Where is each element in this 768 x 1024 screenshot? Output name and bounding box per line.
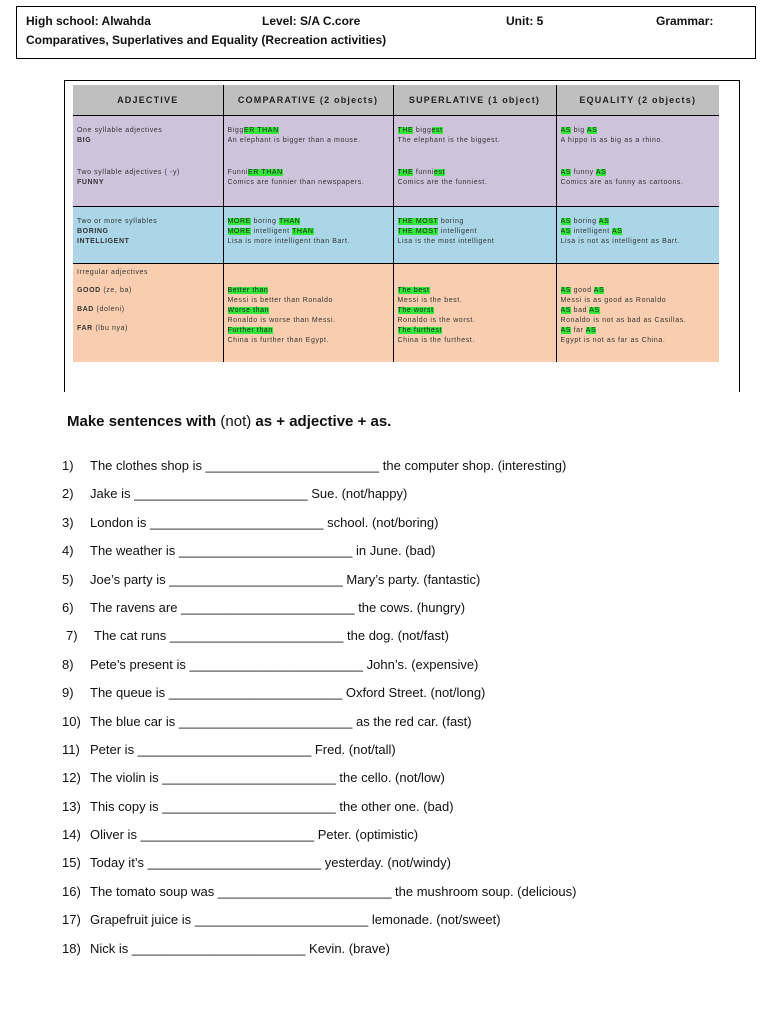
sentence-start: The violin is xyxy=(90,770,163,786)
sentence-end: the cello. (not/low) xyxy=(335,770,445,786)
eq-adj: far xyxy=(571,327,586,334)
cell-adjective xyxy=(73,150,223,207)
answer-blank[interactable]: ________________________ xyxy=(131,940,306,956)
comp-more: MORE xyxy=(227,218,251,225)
eq-adj: funny xyxy=(571,169,596,176)
exercise-item xyxy=(62,826,752,854)
cell-superlative xyxy=(393,116,556,151)
exercise-item xyxy=(62,485,752,513)
cell-equality xyxy=(556,116,719,151)
exercise-item xyxy=(62,457,752,485)
cell-adjective xyxy=(73,264,223,363)
worksheet-subtitle: Comparatives, Superlatives and Equality (Recreation activities) xyxy=(26,33,387,47)
exercise-number: 6) xyxy=(62,599,74,615)
exercise-item xyxy=(62,741,752,769)
eq-as-1: AS xyxy=(560,169,572,176)
adjective-type: One syllable adjectives xyxy=(77,127,163,134)
comp-example: Comics are funnier than newspapers. xyxy=(227,179,365,186)
sentence-end: Fred. (not/tall) xyxy=(311,741,396,757)
sup-article: THE xyxy=(397,127,414,134)
adjective-word: INTELLIGENT xyxy=(77,238,130,245)
adjective-type: Irregular adjectives xyxy=(77,269,149,276)
comp-adj: intelligent xyxy=(250,228,293,235)
comp-example: Ronaldo is worse than Messi. xyxy=(227,317,336,324)
comp-example: Messi is better than Ronaldo xyxy=(227,297,334,304)
cell-equality xyxy=(556,150,719,207)
header-adjective: ADJECTIVE xyxy=(73,85,223,116)
exercise-title-end: as + adjective + as. xyxy=(251,413,392,430)
exercise-number: 17) xyxy=(62,912,81,928)
eq-adj: good xyxy=(571,287,594,294)
exercise-number: 10) xyxy=(62,713,81,729)
comp-than: THAN xyxy=(292,228,314,235)
translation: (doleni) xyxy=(96,306,125,313)
sentence-end: Peter. (optimistic) xyxy=(314,827,419,843)
cell-comparative xyxy=(223,264,393,363)
sentence-end: the mushroom soup. (delicious) xyxy=(391,883,577,899)
eq-as-1: AS xyxy=(560,287,572,294)
sentence-end: John’s. (expensive) xyxy=(363,656,479,672)
header-comparative: COMPARATIVE (2 objects) xyxy=(223,85,393,116)
eq-as-2: AS xyxy=(585,327,597,334)
answer-blank[interactable]: ________________________ xyxy=(134,486,308,502)
exercise-item xyxy=(62,514,752,542)
adjective-word: FUNNY xyxy=(77,179,105,186)
level-label: Level: S/A C.core xyxy=(262,14,361,28)
exercise-item xyxy=(62,940,752,968)
exercise-number: 1) xyxy=(62,458,74,473)
comp-form: Worse than xyxy=(227,307,270,314)
exercise-title xyxy=(67,413,391,430)
comp-suffix: ER THAN xyxy=(243,127,279,134)
exercise-number: 4) xyxy=(62,543,74,559)
sup-the-most: THE MOST xyxy=(397,228,439,235)
exercise-number: 12) xyxy=(62,770,81,786)
comp-suffix: ER THAN xyxy=(248,169,283,176)
answer-blank[interactable]: ________________________ xyxy=(217,883,392,899)
sup-stem: bigg xyxy=(413,127,432,134)
answer-blank[interactable]: ________________________ xyxy=(140,827,315,843)
eq-example: Egypt is not as far as China. xyxy=(560,337,666,344)
answer-blank[interactable]: ________________________ xyxy=(147,855,322,871)
sentence-start: The weather is xyxy=(90,543,179,559)
exercise-item xyxy=(62,656,752,684)
exercise-title-not: (not) xyxy=(220,413,252,430)
cell-comparative xyxy=(223,207,393,264)
answer-blank[interactable]: ________________________ xyxy=(169,628,344,644)
eq-as-2: AS xyxy=(595,169,607,176)
cell-adjective xyxy=(73,116,223,151)
sentence-end: Oxford Street. (not/long) xyxy=(342,685,486,701)
answer-blank[interactable]: ________________________ xyxy=(205,458,380,473)
sup-suffix: est xyxy=(434,169,446,176)
sentence-start: London is xyxy=(90,514,150,530)
exercise-item xyxy=(62,599,752,627)
exercise-number: 7) xyxy=(66,628,78,644)
comp-stem: Bigg xyxy=(227,127,244,134)
table-row-irregular xyxy=(73,264,719,363)
cell-equality xyxy=(556,264,719,363)
answer-blank[interactable]: ________________________ xyxy=(137,741,312,757)
comp-adj: boring xyxy=(250,218,279,225)
eq-example: Ronaldo is not as bad as Casillas. xyxy=(560,317,687,324)
header-equality: EQUALITY (2 objects) xyxy=(556,85,719,116)
comp-example: Lisa is more intelligent than Bart. xyxy=(227,238,351,245)
eq-as-2: AS xyxy=(611,228,623,235)
header-superlative: SUPERLATIVE (1 object) xyxy=(393,85,556,116)
sentence-start: The blue car is xyxy=(90,713,179,729)
adjective-type: Two syllable adjectives ( -y) xyxy=(77,169,180,176)
eq-as-2: AS xyxy=(586,127,598,134)
exercise-number: 5) xyxy=(62,571,74,587)
sentence-end: the computer shop. (interesting) xyxy=(379,458,567,473)
adjective-word: FAR xyxy=(77,325,93,332)
comp-form: Further than xyxy=(227,327,273,334)
translation: (lbu nya) xyxy=(95,325,128,332)
sentence-start: The ravens are xyxy=(90,599,182,615)
worksheet-header xyxy=(16,6,756,59)
exercise-number: 9) xyxy=(62,685,74,701)
header-info-row xyxy=(26,14,746,30)
answer-blank[interactable]: ________________________ xyxy=(162,798,336,814)
sentence-end: school. (not/boring) xyxy=(323,514,439,530)
eq-as-1: AS xyxy=(560,218,572,225)
eq-adj: intelligent xyxy=(571,228,612,235)
exercise-number: 11) xyxy=(62,741,80,757)
unit-label: Unit: 5 xyxy=(506,14,544,28)
sentence-start: Jake is xyxy=(90,486,135,502)
adjective-word: BAD xyxy=(77,306,94,313)
eq-example: Comics are as funny as cartoons. xyxy=(560,179,684,186)
sentence-end: Sue. (not/happy) xyxy=(307,486,408,502)
exercise-item xyxy=(62,854,752,882)
adjective-word: GOOD xyxy=(77,287,101,294)
answer-blank[interactable]: ________________________ xyxy=(150,514,324,530)
exercise-number: 14) xyxy=(62,827,81,843)
exercise-item xyxy=(62,798,752,826)
school-name: High school: Alwahda xyxy=(26,14,151,28)
exercise-number: 13) xyxy=(62,798,81,814)
comp-stem: Funni xyxy=(227,169,249,176)
exercise-list xyxy=(62,457,752,968)
sentence-start: Grapefruit juice is xyxy=(90,912,195,928)
sup-the-most: THE MOST xyxy=(397,218,439,225)
exercise-number: 8) xyxy=(62,656,74,672)
table-header-row xyxy=(73,85,719,116)
comp-example: China is further than Egypt. xyxy=(227,337,330,344)
answer-blank[interactable]: ________________________ xyxy=(162,770,336,786)
sup-example: The elephant is the biggest. xyxy=(397,137,501,144)
table-row-multi-syllable xyxy=(73,207,719,264)
exercise-item xyxy=(62,627,752,655)
eq-adj: boring xyxy=(571,218,599,225)
sup-adj: intelligent xyxy=(438,228,478,235)
sentence-end: the cows. (hungry) xyxy=(354,599,466,615)
exercise-number: 3) xyxy=(62,514,74,530)
sup-form: The furthest xyxy=(397,327,443,334)
sup-example: China is the furthest. xyxy=(397,337,475,344)
exercise-item xyxy=(62,684,752,712)
sup-example: Lisa is the most intelligent xyxy=(397,238,495,245)
exercise-item xyxy=(62,769,752,797)
sup-example: Comics are the funniest. xyxy=(397,179,488,186)
sup-example: Messi is the best. xyxy=(397,297,463,304)
exercise-item xyxy=(62,542,752,570)
eq-example: A hippo is as big as a rhino. xyxy=(560,137,664,144)
sentence-end: in June. (bad) xyxy=(352,543,436,559)
adjective-word: BIG xyxy=(77,137,92,144)
eq-as-1: AS xyxy=(560,307,572,314)
comp-example: An elephant is bigger than a mouse. xyxy=(227,137,361,144)
sentence-start: The tomato soup was xyxy=(90,883,218,899)
grammar-table xyxy=(73,85,719,362)
sentence-start: Oliver is xyxy=(90,827,141,843)
sup-stem: funni xyxy=(413,169,435,176)
exercise-item xyxy=(62,883,752,911)
answer-blank[interactable]: ________________________ xyxy=(189,656,364,672)
eq-example: Lisa is not as intelligent as Bart. xyxy=(560,238,680,245)
table-row-two-syllable xyxy=(73,150,719,207)
sentence-end: yesterday. (not/windy) xyxy=(321,855,451,871)
cell-superlative xyxy=(393,207,556,264)
sentence-end: as the red car. (fast) xyxy=(352,713,472,729)
sentence-start: The clothes shop is xyxy=(90,458,206,473)
sentence-start: The queue is xyxy=(90,685,169,701)
answer-blank[interactable]: ________________________ xyxy=(194,912,369,928)
exercise-number: 2) xyxy=(62,486,74,502)
cell-superlative xyxy=(393,264,556,363)
eq-adj: bad xyxy=(571,307,590,314)
exercise-item xyxy=(62,713,752,741)
answer-blank[interactable]: ________________________ xyxy=(169,571,343,587)
sup-form: The worst xyxy=(397,307,434,314)
comp-than: THAN xyxy=(278,218,301,225)
answer-blank[interactable]: ________________________ xyxy=(178,543,353,559)
cell-equality xyxy=(556,207,719,264)
exercise-title-start: Make sentences with xyxy=(67,413,221,430)
sentence-end: the dog. (not/fast) xyxy=(343,628,449,644)
sentence-start: The cat runs xyxy=(94,628,170,644)
adjective-type: Two or more syllables xyxy=(77,218,158,225)
cell-comparative xyxy=(223,150,393,207)
eq-as-1: AS xyxy=(560,327,572,334)
exercise-item xyxy=(62,911,752,939)
table-row-one-syllable xyxy=(73,116,719,151)
sentence-end: Mary’s party. (fantastic) xyxy=(342,571,481,587)
eq-as-2: AS xyxy=(593,287,605,294)
cell-adjective xyxy=(73,207,223,264)
eq-as-2: AS xyxy=(598,218,610,225)
exercise-number: 18) xyxy=(62,940,81,956)
sentence-end: Kevin. (brave) xyxy=(305,940,390,956)
sentence-start: Pete’s present is xyxy=(90,656,190,672)
exercise-number: 16) xyxy=(62,883,81,899)
eq-example: Messi is as good as Ronaldo xyxy=(560,297,667,304)
answer-blank[interactable]: ________________________ xyxy=(178,713,353,729)
eq-as-1: AS xyxy=(560,228,572,235)
answer-blank[interactable]: ________________________ xyxy=(181,599,355,615)
cell-comparative xyxy=(223,116,393,151)
sup-example: Ronaldo is the worst. xyxy=(397,317,476,324)
sup-adj: boring xyxy=(438,218,464,225)
grammar-label: Grammar: xyxy=(656,14,714,28)
adjective-word: BORING xyxy=(77,228,109,235)
comp-form: Better than xyxy=(227,287,269,294)
grammar-table-frame xyxy=(64,80,740,392)
sup-article: THE xyxy=(397,169,414,176)
sentence-start: Peter is xyxy=(90,741,138,757)
eq-as-1: AS xyxy=(560,127,572,134)
sentence-end: lemonade. (not/sweet) xyxy=(368,912,501,928)
sentence-start: Nick is xyxy=(90,940,132,956)
sup-form: The best xyxy=(397,287,430,294)
sentence-start: This copy is xyxy=(90,798,163,814)
sentence-start: Today it’s xyxy=(90,855,148,871)
comp-more: MORE xyxy=(227,228,251,235)
cell-superlative xyxy=(393,150,556,207)
translation: (ze, ba) xyxy=(103,287,132,294)
sup-suffix: est xyxy=(431,127,443,134)
sentence-end: the other one. (bad) xyxy=(335,798,454,814)
exercise-number: 15) xyxy=(62,855,81,871)
eq-as-2: AS xyxy=(589,307,600,314)
eq-adj: big xyxy=(571,127,587,134)
exercise-item xyxy=(62,571,752,599)
sentence-start: Joe’s party is xyxy=(90,571,170,587)
answer-blank[interactable]: ________________________ xyxy=(168,685,343,701)
